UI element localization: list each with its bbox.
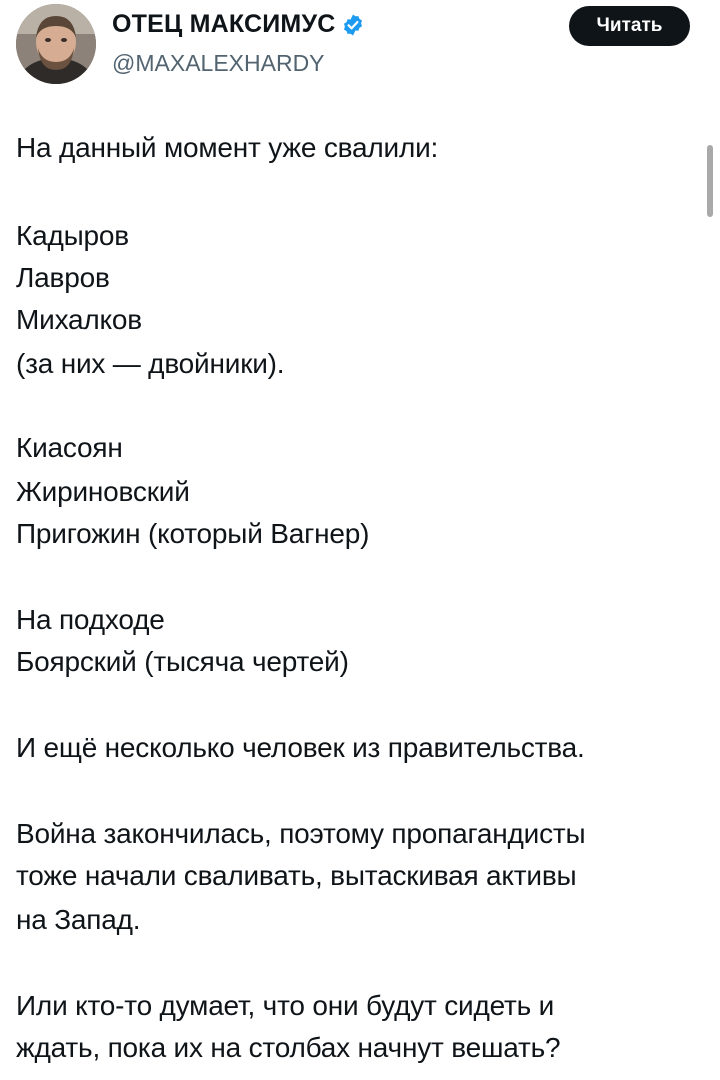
author-name-row	[112, 10, 365, 39]
tweet-line: Жириновский	[16, 476, 190, 507]
tweet-line: Или кто-то думает, что они будут сидеть и	[16, 990, 555, 1021]
tweet-line: Киасоян	[16, 432, 123, 463]
tweet-line: Пригожин (который Вагнер)	[16, 518, 370, 549]
tweet-line: И ещё несколько человек из правительства.	[16, 732, 585, 763]
author-display-name[interactable]: ОТЕЦ МАКСИМУС	[112, 10, 336, 38]
tweet-line: Кадыров	[16, 220, 129, 251]
tweet-line: Лавров	[16, 262, 110, 293]
tweet-line: тоже начали сваливать, вытаскивая активы	[16, 860, 577, 891]
author-handle[interactable]: @MAXALEXHARDY	[112, 50, 325, 76]
user-avatar[interactable]	[16, 4, 96, 84]
tweet-line: ждать, пока их на столбах начнут вешать?	[16, 1032, 561, 1063]
tweet-line: На данный момент уже свалили:	[16, 132, 439, 163]
scrollbar[interactable]	[707, 145, 713, 217]
tweet-header	[0, 0, 720, 96]
verified-badge-icon	[341, 13, 365, 37]
follow-button[interactable]: Читать	[569, 6, 690, 46]
tweet-line: (за них — двойники).	[16, 348, 285, 379]
tweet-line: Война закончилась, поэтому пропагандисты	[16, 818, 586, 849]
tweet-line: на Запад.	[16, 904, 141, 935]
tweet-line: На подходе	[16, 604, 165, 635]
avatar-image	[16, 4, 96, 84]
tweet-line: Михалков	[16, 304, 142, 335]
tweet-line: Боярский (тысяча чертей)	[16, 646, 349, 677]
